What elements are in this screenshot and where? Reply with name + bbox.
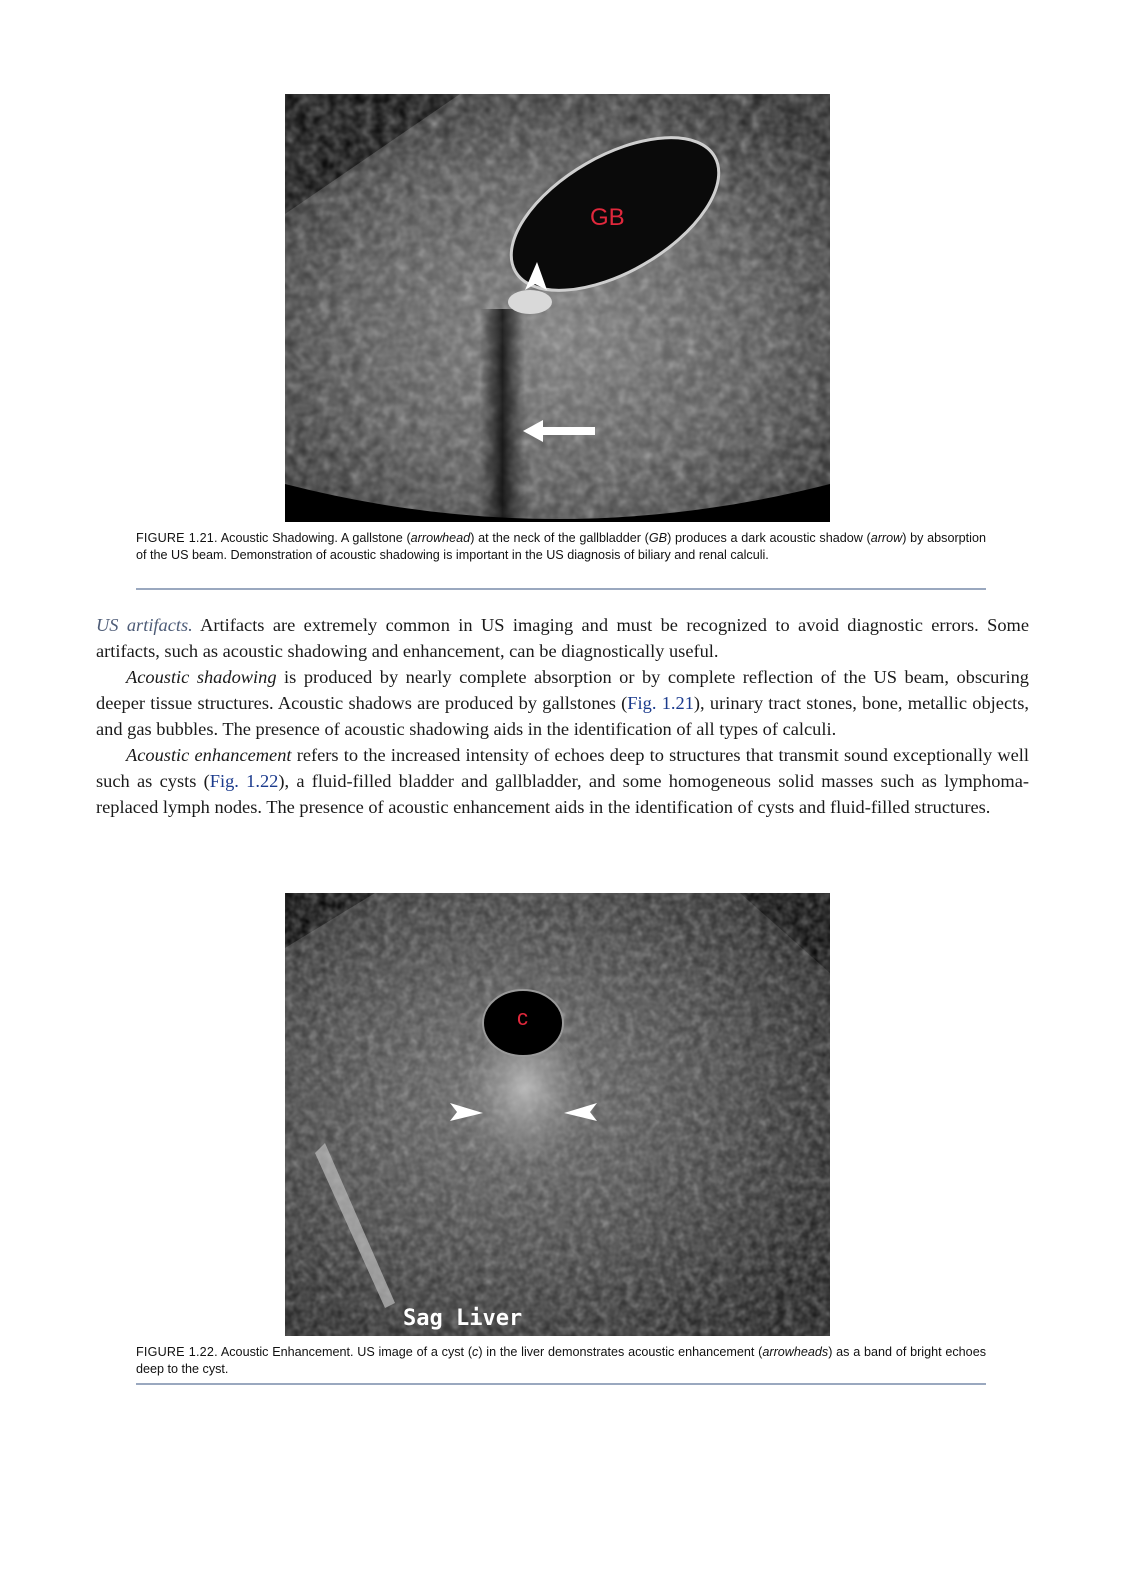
caption-text: Acoustic Enhancement. US image of a cyst ( xyxy=(217,1345,473,1359)
caption-divider xyxy=(136,1383,986,1385)
sag-liver-label: Sag Liver xyxy=(403,1306,523,1331)
cyst-label xyxy=(517,1005,528,1031)
run-in-heading: US artifacts. xyxy=(96,615,193,635)
caption-emphasis: GB xyxy=(648,531,668,545)
gallbladder-ultrasound-svg xyxy=(285,94,830,522)
caption-text: ) produces a dark acoustic shadow ( xyxy=(667,531,871,545)
paragraph-text: ), a fluid-filled bladder and gallbladder, and some homogeneous solid masses such as lymphoma-replaced lymph nodes. The presence of acoustic enhancement aids in the identification of cysts and fluid-filled structures. xyxy=(96,771,1029,817)
caption-text: ) by absorption of the US beam. Demonstration of acoustic shadowing is important in the US diagnosis of biliary and renal calculi. xyxy=(136,531,986,562)
speckle-texture xyxy=(285,94,830,522)
gallstone xyxy=(508,290,552,314)
term: Acoustic shadowing xyxy=(126,667,277,687)
term: Acoustic enhancement xyxy=(126,745,292,765)
paragraph-text: Artifacts are extremely common in US imaging and must be recognized to avoid diagnostic errors. Some artifacts, such as acoustic shadowing and enhancement, can be diagnostically useful. xyxy=(96,615,1029,661)
caption-divider xyxy=(136,588,986,590)
caption-label: FIGURE 1.21. xyxy=(136,531,218,545)
gb-label-text: GB xyxy=(590,204,625,231)
paragraph-us-artifacts xyxy=(96,612,1029,664)
paragraph-acoustic-shadowing xyxy=(96,664,1029,742)
caption-emphasis: arrowhead xyxy=(410,531,471,545)
figure-1-22-ultrasound-image xyxy=(285,893,830,1336)
c-label-text: c xyxy=(517,1005,528,1030)
gb-label xyxy=(590,204,625,232)
acoustic-shadow xyxy=(480,309,525,522)
figure-1-22-link[interactable]: Fig. 1.22 xyxy=(209,771,279,791)
caption-emphasis: arrow xyxy=(870,531,903,545)
caption-text: ) as a band of bright echoes deep to the cyst. xyxy=(136,1345,986,1376)
paragraph-text: is produced by nearly complete absorption or by complete reflection of the US beam, obscuring deeper tissue structures. Acoustic shadows are produced by gallstones ( xyxy=(96,667,1029,713)
caption-emphasis: c xyxy=(472,1345,479,1359)
body-text xyxy=(96,612,1029,820)
caption-text: Acoustic Shadowing. A gallstone ( xyxy=(217,531,411,545)
figure-1-21-ultrasound-image xyxy=(285,94,830,522)
caption-text: ) at the neck of the gallbladder ( xyxy=(470,531,649,545)
arrow-shaft xyxy=(540,427,595,435)
paragraph-text: ), urinary tract stones, bone, metallic objects, and gas bubbles. The presence of acoustic shadowing aids in the identification of all types of calculi. xyxy=(96,693,1029,739)
caption-text: ) in the liver demonstrates acoustic enhancement ( xyxy=(478,1345,763,1359)
paragraph-text: refers to the increased intensity of echoes deep to structures that transmit sound exceptionally well such as cysts ( xyxy=(96,745,1029,791)
figure-1-21-link[interactable]: Fig. 1.21 xyxy=(627,693,694,713)
caption-emphasis: arrowheads xyxy=(762,1345,829,1359)
figure-1-22-caption xyxy=(136,1344,986,1377)
liver-cyst-ultrasound-svg xyxy=(285,893,830,1336)
paragraph-acoustic-enhancement xyxy=(96,742,1029,820)
figure-1-21-caption xyxy=(136,530,986,563)
caption-label: FIGURE 1.22. xyxy=(136,1345,218,1359)
